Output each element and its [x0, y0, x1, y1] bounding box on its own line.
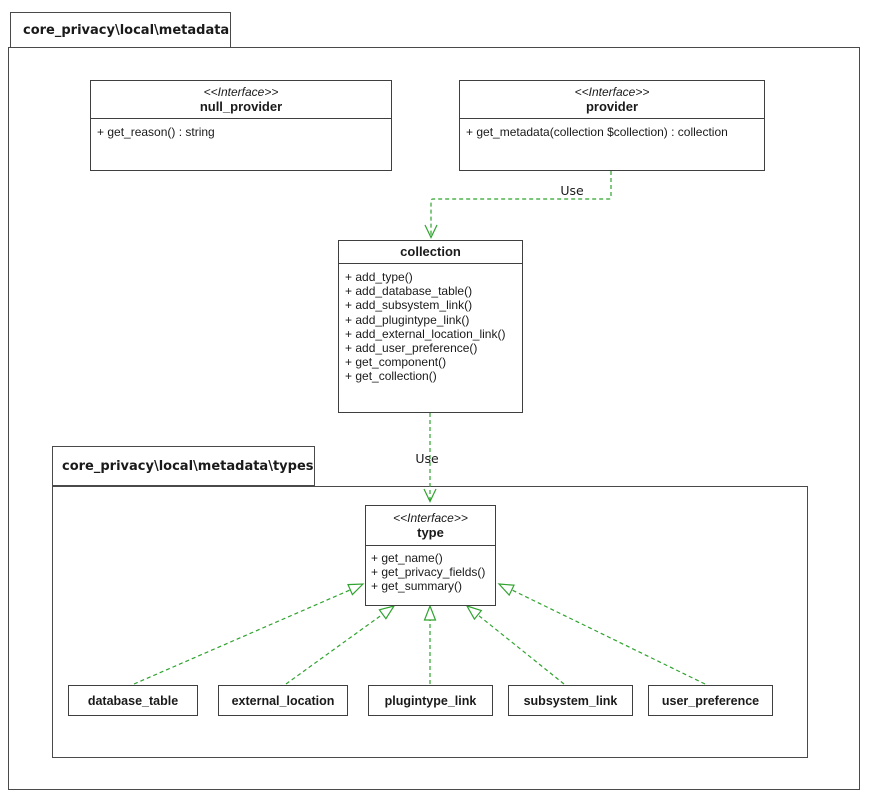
- interface-null-provider-methods: [91, 119, 391, 139]
- interface-null-provider: [90, 80, 392, 171]
- realization-arrowhead: [425, 606, 436, 620]
- class-name: external_location: [231, 693, 335, 708]
- realization-user-preference-to-type: [512, 590, 705, 684]
- class-name: provider: [585, 98, 638, 114]
- class-name: type: [417, 524, 444, 540]
- method-item: + get_privacy_fields(): [371, 565, 486, 580]
- realization-external-location-to-type: [286, 614, 383, 684]
- class-collection: [338, 240, 523, 413]
- class-name: plugintype_link: [384, 693, 477, 708]
- class-name: subsystem_link: [523, 693, 618, 708]
- package-label-text: core_privacy\local\metadata: [23, 22, 230, 38]
- method-item: + add_database_table(): [345, 284, 473, 299]
- method-item: + add_subsystem_link(): [345, 298, 473, 313]
- method-item: + get_name(): [371, 551, 443, 565]
- realization-arrowhead: [467, 606, 481, 619]
- class-plugintype-link: [368, 685, 493, 716]
- method-item: + add_external_location_link(): [345, 326, 506, 341]
- class-user-preference: [648, 685, 773, 716]
- use-dependency-provider-to-collection: [431, 171, 611, 237]
- class-name: collection: [400, 244, 461, 259]
- method-item: + add_type(): [345, 270, 413, 284]
- class-name: database_table: [87, 693, 179, 708]
- use-label-provider-collection: Use: [560, 183, 584, 198]
- class-name: user_preference: [661, 693, 760, 708]
- class-collection-methods: [339, 264, 522, 384]
- interface-provider-methods: [460, 119, 764, 139]
- method-item: + get_collection(): [345, 369, 437, 384]
- realization-arrowhead: [348, 584, 363, 595]
- stereotype-label: <<Interface>>: [203, 84, 279, 99]
- realization-arrowhead: [379, 606, 394, 619]
- realization-database-table-to-type: [134, 590, 350, 684]
- stereotype-label: <<Interface>>: [393, 510, 468, 525]
- class-name: null_provider: [199, 98, 283, 114]
- class-external-location: [218, 685, 348, 716]
- class-database-table: [68, 685, 198, 716]
- method-item: + get_metadata(collection $collection) : collection: [466, 125, 728, 139]
- realization-arrowhead: [499, 584, 514, 595]
- stereotype-label: <<Interface>>: [574, 84, 650, 99]
- class-subsystem-link: [508, 685, 633, 716]
- interface-type: [365, 505, 496, 606]
- method-item: + add_plugintype_link(): [345, 312, 470, 327]
- class-collection-header: [339, 241, 522, 264]
- realization-subsystem-link-to-type: [478, 615, 564, 684]
- use-label-collection-type: Use: [415, 451, 439, 466]
- interface-provider: [459, 80, 765, 171]
- package-label-text: core_privacy\local\metadata\types: [62, 458, 314, 474]
- method-item: + get_summary(): [371, 579, 463, 594]
- method-item: + get_reason() : string: [97, 125, 215, 139]
- method-item: + get_component(): [345, 355, 447, 370]
- interface-type-methods: [366, 546, 495, 594]
- interface-null-provider-header: [91, 81, 391, 119]
- method-item: + add_user_preference(): [345, 341, 478, 356]
- interface-type-header: [366, 506, 495, 546]
- interface-provider-header: [460, 81, 764, 119]
